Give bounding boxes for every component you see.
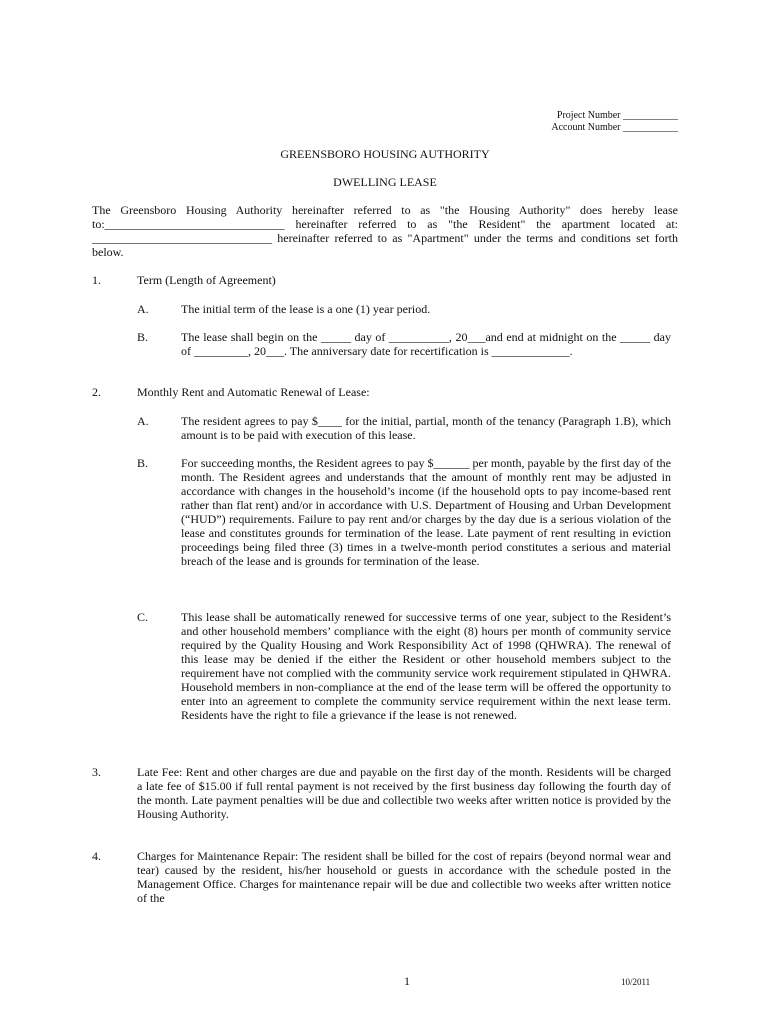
page-number: 1	[404, 974, 410, 988]
section-2-heading: Monthly Rent and Automatic Renewal of Lease:	[137, 385, 370, 399]
document-title: GREENSBORO HOUSING AUTHORITY	[280, 147, 490, 161]
section-3-number: 3.	[92, 765, 101, 779]
section-2c-letter: C.	[137, 610, 149, 624]
section-1-heading: Term (Length of Agreement)	[137, 273, 276, 287]
section-1-number: 1.	[92, 273, 101, 287]
section-1b-text: The lease shall begin on the _____ day of __________, 20___and end at midnight on the _____ day of _________, 20___. The anniversary date for recertification is _____________.	[181, 330, 671, 358]
section-4-number: 4.	[92, 849, 101, 863]
project-number-line: Project Number ___________	[556, 110, 678, 121]
intro-paragraph: The Greensboro Housing Authority hereinafter referred to as "the Housing Authority" does hereby lease to:______________________________ hereinafter referred to as "the Resident" the apartment located at: ______________________________ hereinafter referred to as "Apartment" under the terms and conditions set forth below.	[92, 203, 678, 259]
section-2a-text: The resident agrees to pay $____ for the initial, partial, month of the tenancy (Paragraph 1.B), which amount is to be paid with execution of this lease.	[181, 414, 671, 442]
section-2b-text: For succeeding months, the Resident agrees to pay $______ per month, payable by the first day of the month. The Resident agrees and understands that the amount of monthly rent may be adjusted in accordance with changes in the household’s income (if the household opts to pay income-based rent rather than flat rent) and/or in accordance with U.S. Department of Housing and Urban Development (“HUD”) requirements. Failure to pay rent and/or charges by the day due is a serious violation of the lease and constitutes grounds for termination of the lease. Late payment of rent resulting in eviction proceedings being filed three (3) times in a twelve-month period constitutes a serious and material breach of the lease and is grounds for termination of the lease.	[181, 456, 671, 568]
revision-date: 10/2011	[621, 977, 651, 987]
section-1b-letter: B.	[137, 330, 149, 344]
section-1a-text: The initial term of the lease is a one (1) year period.	[181, 302, 431, 316]
section-2b-letter: B.	[137, 456, 149, 470]
section-1a-letter: A.	[137, 302, 149, 316]
account-number-line: Account Number ___________	[551, 122, 678, 133]
section-4-text: Charges for Maintenance Repair: The resident shall be billed for the cost of repairs (beyond normal wear and tear) caused by the resident, his/her household or guests in accordance with the schedule posted in the Management Office. Charges for maintenance repair will be due and collectible two weeks after written notice of the	[137, 849, 671, 905]
document-subtitle: DWELLING LEASE	[333, 175, 437, 189]
section-2a-letter: A.	[137, 414, 149, 428]
section-2c-text: This lease shall be automatically renewed for successive terms of one year, subject to the Resident’s and other household members’ compliance with the eight (8) hours per month of community service required by the Quality Housing and Work Responsibility Act of 1998 (QHWRA). The renewal of this lease may be denied if the either the Resident or other household members subject to the requirement have not complied with the community service work requirement stipulated in QHWRA. Household members in non-compliance at the end of the lease term will be offered the opportunity to enter into an agreement to complete the community service requirement within the next lease term. Residents have the right to file a grievance if the lease is not renewed.	[181, 610, 671, 722]
section-3-text: Late Fee: Rent and other charges are due and payable on the first day of the month. Residents will be charged a late fee of $15.00 if full rental payment is not received by the first business day following the fourth day of the month. Late payment penalties will be due and collectible two weeks after written notice is provided by the Housing Authority.	[137, 765, 671, 821]
section-2-number: 2.	[92, 385, 101, 399]
